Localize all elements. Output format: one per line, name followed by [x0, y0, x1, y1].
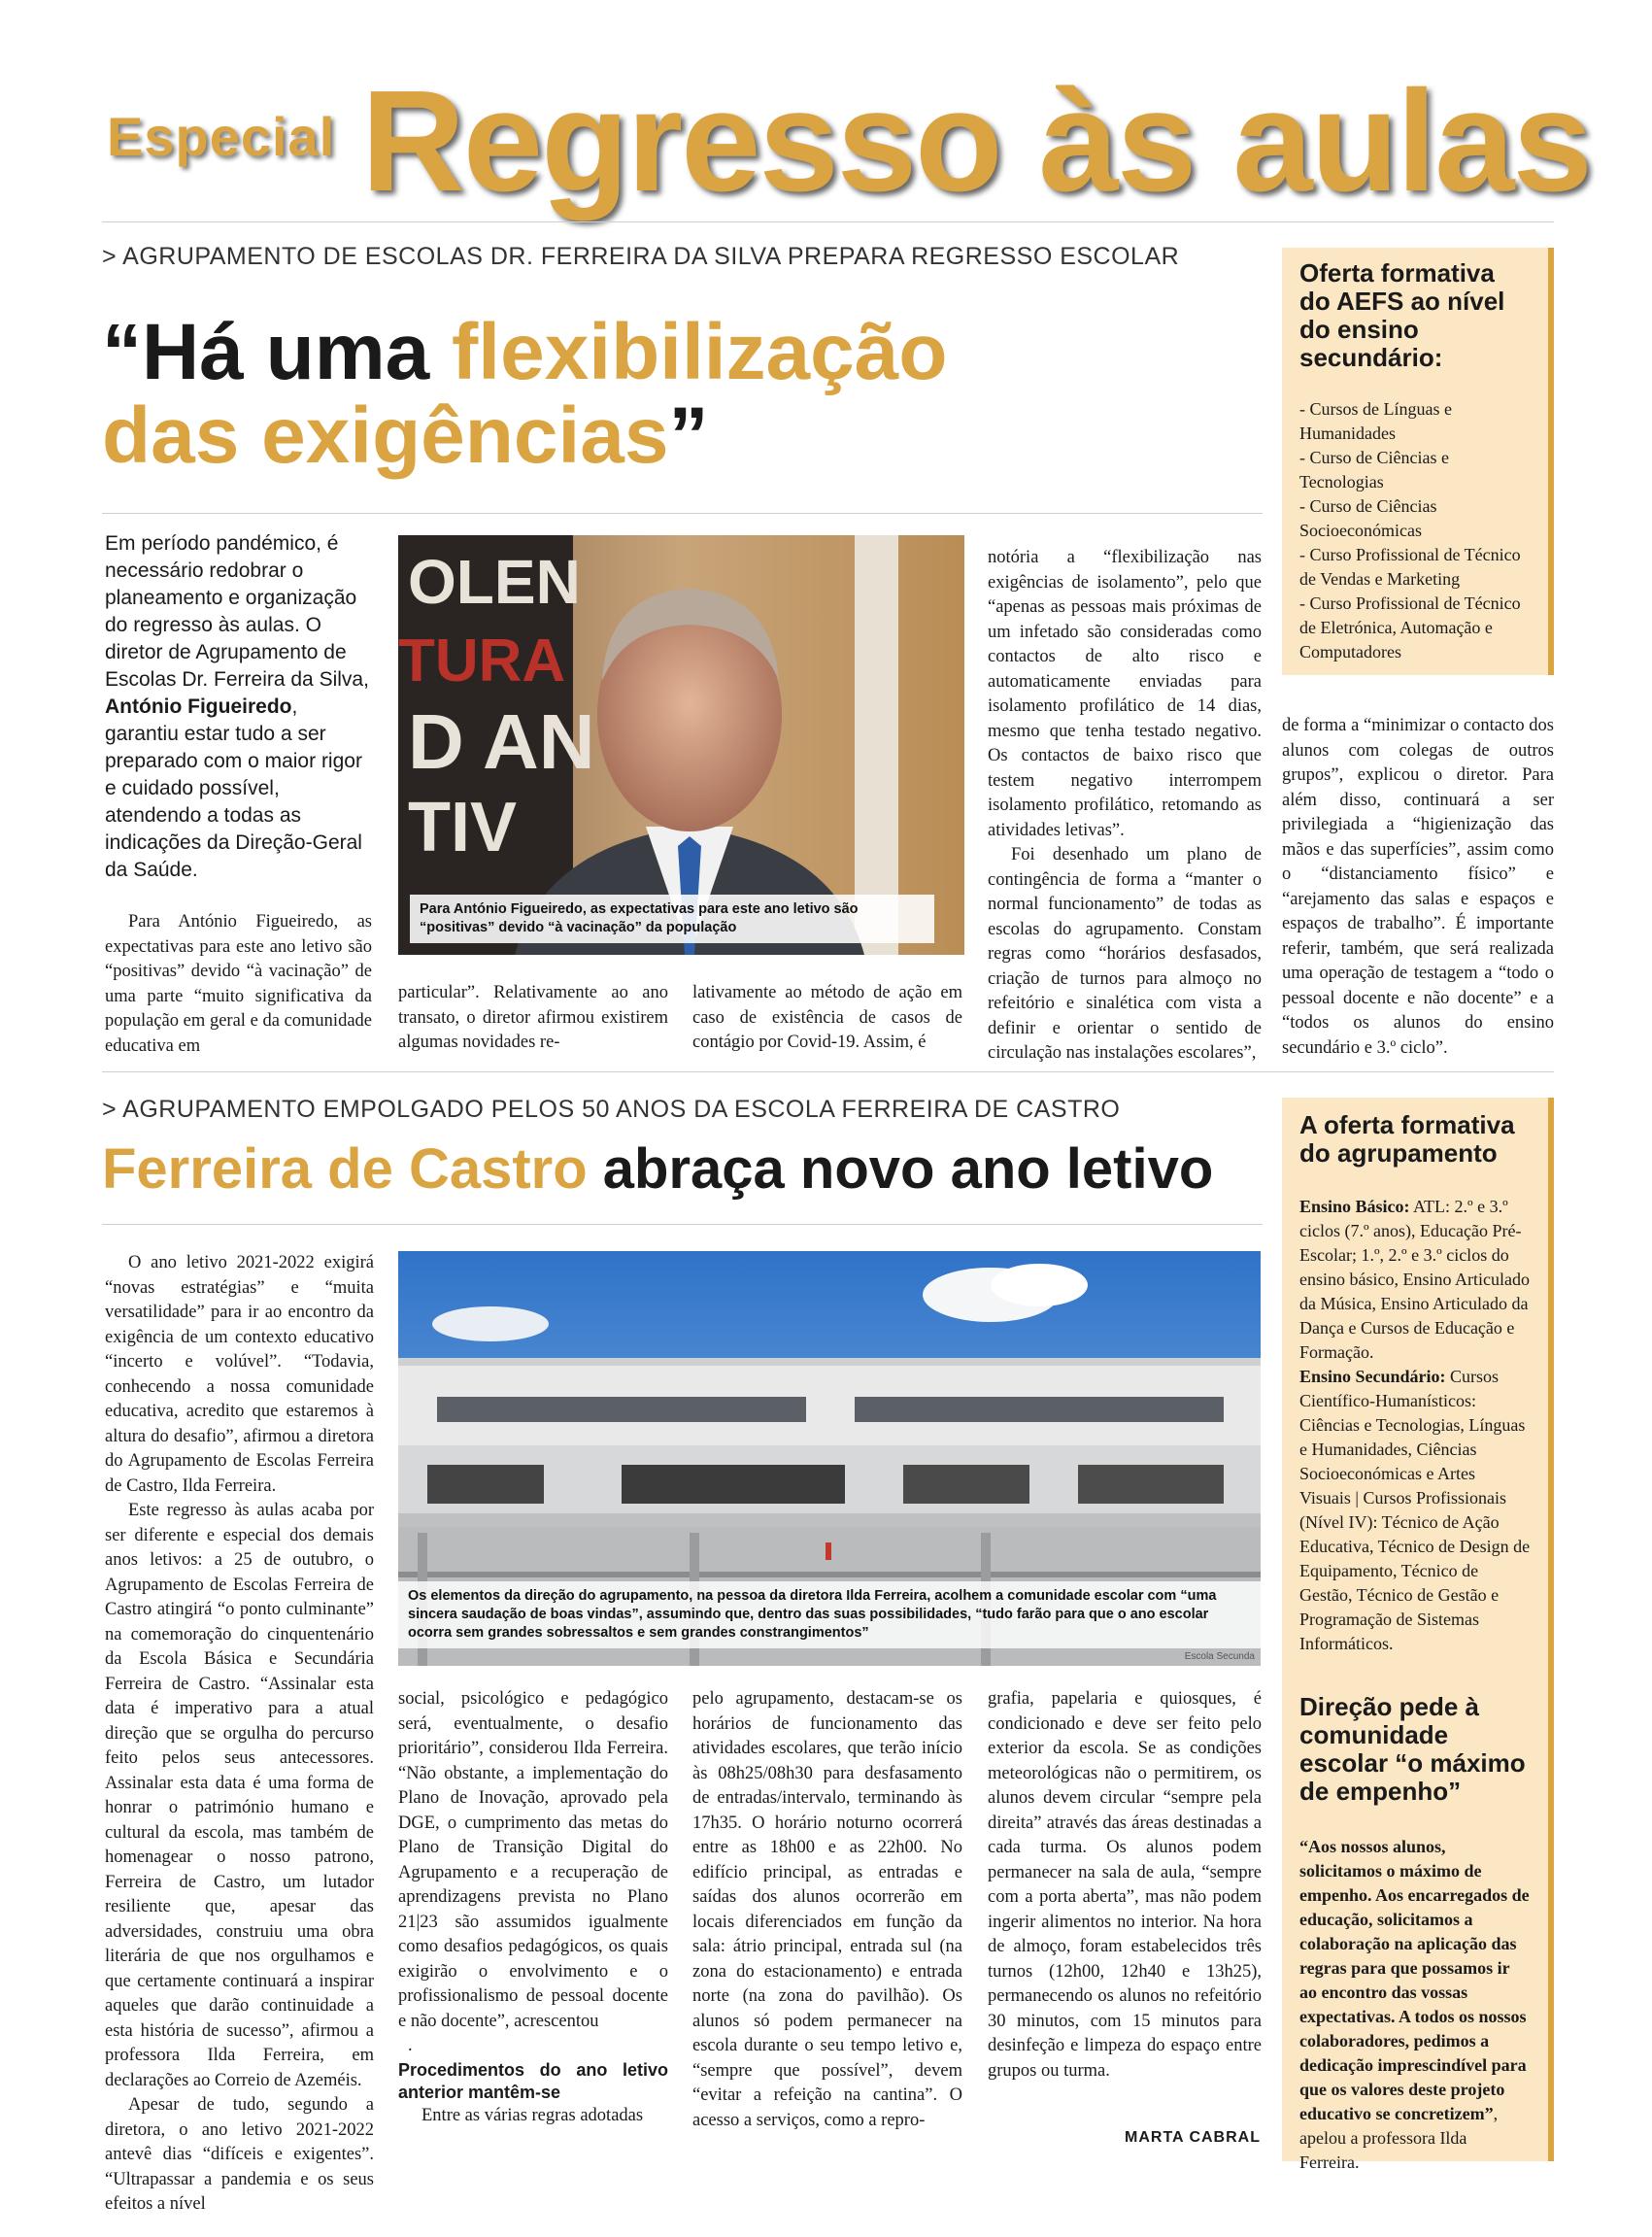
sidebar-title-2: Direção pede à comunidade escolar “o máximo de empenho”: [1299, 1692, 1526, 1806]
sidebar-title: A oferta formativa do agrupamento: [1299, 1110, 1515, 1168]
list-item: - Cursos de Línguas e Humanidades: [1299, 399, 1452, 443]
article2-column-1: [105, 1251, 374, 2218]
article2-column-4: [988, 1687, 1262, 2084]
text-basico: ATL: 2.º e 3.º ciclos (7.º anos), Educação Pré-Escolar; 1.º, 2.º e 3.º ciclos do ensino básico, Ensino Articulado da Música, Ensino Articulado da Dança e Cursos de Educação e Formação.: [1299, 1197, 1530, 1362]
subheading: Procedimentos do ano letivo anterior mantêm-se: [398, 2059, 668, 2102]
list-item: - Curso Profissional de Técnico de Vendas e Marketing: [1299, 545, 1521, 589]
paragraph: pelo agrupamento, destacam-se os horários de funcionamento das atividades escolares, que terão início às 08h25/08h30 para desfasamento de entradas/intervalo, terminando às 17h35. O horário noturno ocorrerá entre as 18h00 e as 22h00. No edifício principal, as entradas e saídas dos alunos ocorrerão em locais diferenciados em função da sala: átrio principal, entrada sul (na zona do estacionamento) e entrada norte (na zona do pavilhão). Os alunos só podem permanecer na escola durante o seu tempo letivo e, “sempre que possível”, devem “evitar a refeição na cantina”. O acesso a serviços, como a repro-: [692, 1689, 962, 2130]
headline-highlight: flexibilização: [452, 308, 948, 396]
article1-column-2: [398, 981, 668, 1056]
headline-quote-open: “Há uma: [102, 308, 452, 396]
article1-column-1: [105, 910, 372, 1059]
article1-kicker: > AGRUPAMENTO DE ESCOLAS DR. FERREIRA DA SILVA PREPARA REGRESSO ESCOLAR: [102, 243, 1180, 270]
quote-text: “Aos nossos alunos, solicitamos o máximo de empenho. Aos encarregados de educação, solicitamos a colaboração na aplicação das regras para que possamos ir ao encontro das vossas expectativas. A todos os nossos colaboradores, pedimos a dedicação imprescindível para que os valores deste projeto educativo se concretizem”: [1299, 1837, 1530, 2123]
author-byline: MARTA CABRAL: [1125, 2129, 1261, 2146]
headline-quote-close: ”: [668, 391, 709, 481]
svg-text:D AN: D AN: [408, 698, 595, 785]
article1-column-4: [988, 546, 1262, 1067]
portrait-image: [398, 535, 964, 955]
header-divider: [102, 221, 1554, 222]
paragraph: O ano letivo 2021-2022 exigirá “novas estratégias” e “muita versatilidade” para ir ao encontro da exigência de um contexto educativo “incerto e volúvel”. “Todavia, conhecendo a nossa comunidade educativa, acredito que estaremos à altura do desafio”, afirmou a diretora do Agrupamento de Escolas Ferreira de Castro, Ilda Ferreira.: [105, 1253, 374, 1496]
section-divider: [102, 1071, 1554, 1072]
sidebar-quote: [1299, 1835, 1531, 2175]
svg-text:TURA: TURA: [398, 627, 566, 695]
label-secundario: Ensino Secundário:: [1299, 1367, 1446, 1386]
school-caption: Os elementos da direção do agrupamento, na pessoa da diretora Ilda Ferreira, acolhem a comunidade escolar com “uma sincera saudação de boas vindas”, assumindo que, dentro das suas possibilidades, “tudo farão para que o ano escolar ocorra sem grandes sobressaltos e sem grandes constrangimentos”: [398, 1581, 1261, 1648]
headline-rest: abraça novo ano letivo: [587, 1137, 1214, 1201]
sidebar-list: [1299, 397, 1531, 664]
stray-dot: .: [408, 2036, 413, 2055]
lead-text: Em período pandémico, é necessário redobrar o planeamento e organização do regresso às aulas. O diretor de Agrupamento de Escolas Dr. Ferreira da Silva,: [105, 532, 369, 691]
article1-headline: [102, 308, 1248, 481]
portrait-caption: Para António Figueiredo, as expectativas para este ano letivo são “positivas” devido “à vacinação” da população: [410, 895, 934, 943]
section-label: Especial: [107, 106, 336, 167]
label-basico: Ensino Básico:: [1299, 1197, 1410, 1216]
sidebar-offer-text: [1299, 1195, 1531, 1656]
list-item: - Curso de Ciências Socioeconómicas: [1299, 496, 1437, 540]
paragraph: grafia, papelaria e quiosques, é condicionado e deve ser feito pelo exterior da escola. Se as condições meteorológicas não o permitirem, os alunos devem circular “sempre pela direita” através das áreas destinadas a cada turma. Os alunos podem permanecer na sala de aula, “sempre com a porta aberta”, mas não podem ingerir alimentos no interior. Na hora de almoço, foram estabelecidos três turnos (12h00, 12h40 e 13h25), permanecendo os alunos no refeitório 30 minutos, com 15 minutos para desinfeção e limpeza do espaço entre grupos ou turma.: [988, 1689, 1262, 2081]
sidebar-title: Oferta formativa do AEFS ao nível do ensino secundário:: [1299, 258, 1505, 372]
paragraph: Apesar de tudo, segundo a diretora, o ano letivo 2021-2022 antevê dias “difíceis e exigentes”. “Ultrapassar a pandemia e os seus efeitos a nível: [105, 2095, 374, 2214]
article1-lead: [105, 530, 372, 884]
paragraph: Entre as várias regras adotadas: [421, 2105, 644, 2125]
sidebar-oferta-aefs: [1282, 248, 1554, 675]
paragraph: particular”. Relativamente ao ano transato, o diretor afirmou existirem algumas novidades re-: [398, 983, 668, 1052]
svg-text:TIV: TIV: [408, 789, 518, 866]
paragraph: social, psicológico e pedagógico será, eventualmente, o desafio prioritário”, considerou Ilda Ferreira. “Não obstante, a implementação do Plano de Inovação, aprovado pela DGE, o cumprimento das metas do Plano de Transição Digital do Agrupamento e a recuperação de aprendizagens prevista no Plano 21|23 são assumidos igualmente como desafios pedagógicos, os quais exigirão o envolvimento e o profissionalismo de pessoal docente e não docente”, acrescentou: [398, 1689, 668, 2031]
article2-headline: [102, 1138, 1213, 1201]
article1-column-3: [692, 981, 962, 1056]
headline-highlight: Ferreira de Castro: [102, 1137, 588, 1201]
svg-text:OLEN: OLEN: [408, 547, 581, 617]
article1-column-5: [1282, 714, 1554, 1061]
article2-divider: [102, 1224, 1263, 1225]
school-photo: [398, 1251, 1261, 1666]
portrait-photo: [398, 535, 964, 955]
article2-kicker: > AGRUPAMENTO EMPOLGADO PELOS 50 ANOS DA ESCOLA FERREIRA DE CASTRO: [102, 1096, 1121, 1123]
article1-divider: [102, 513, 1263, 514]
list-item: - Curso Profissional de Técnico de Eletrónica, Automação e Computadores: [1299, 593, 1521, 661]
headline-line2: das exigências: [102, 391, 669, 481]
photo-credit: Escola Secunda: [1184, 1651, 1255, 1662]
lead-name: António Figueiredo: [105, 695, 292, 718]
lead-text-end: , garantiu estar tudo a ser preparado com o maior rigor e cuidado possível, atendendo a todas as indicações da Direção-Geral da Saúde.: [105, 695, 362, 881]
section-title: Regresso às aulas: [361, 61, 1591, 221]
quote-attribution: , apelou a professora Ilda Ferreira.: [1299, 2104, 1499, 2172]
article2-column-2: [398, 1687, 668, 2128]
paragraph: Foi desenhado um plano de contingência de forma a “manter o normal funcionamento” de todas as escolas do agrupamento. Constam regras como “horários desfasados, criação de turnos para almoço no refeitório e sinalética com vista a definir e orientar o sentido de circulação nas instalações escolares”,: [988, 845, 1262, 1063]
paragraph: lativamente ao método de ação em caso de existência de casos de contágio por Covid-19. Assim, é: [692, 983, 962, 1052]
list-item: - Curso de Ciências e Tecnologias: [1299, 448, 1449, 491]
paragraph: notória a “flexibilização nas exigências de isolamento”, pelo que “apenas as pessoas mais próximas de um infetado são consideradas como contactos de alto risco e automaticamente enviadas para isolamento profilático de 14 dias, mesmo que tenha testado negativo. Os contactos de baixo risco que testem negativo interrompem isolamento profilático, retomando as atividades letivas”.: [988, 548, 1262, 840]
sidebar-oferta-agrupamento: [1282, 1098, 1554, 2172]
paragraph: Este regresso às aulas acaba por ser diferente e especial dos demais anos letivos: a 25 de outubro, o Agrupamento de Escolas Ferreira de Castro atingirá “o ponto culminante” na comemoração do cinquentenário da Escola Básica e Secundária Ferreira de Castro. “Assinalar esta data é imperativo para a atual direção que se orgulha do percurso feito pelos seus antecessores. Assinalar esta data é uma forma de honrar o património humano e cultural da escola, mas também de homenagear o nosso patrono, Ferreira de Castro, um lutador resiliente que, apesar das adversidades, construiu uma obra literária de que nos orgulhamos e que certamente continuará a inspirar aqueles que darão continuidade a esta história de sucesso”, afirmou a professora Ilda Ferreira, em declarações ao Correio de Azeméis.: [105, 1501, 374, 2090]
text-secundario: Cursos Científico-Humanísticos: Ciências e Tecnologias, Línguas e Humanidades, Ciências Socioeconómicas e Artes Visuais | Cursos Profissionais (Nível IV): Técnico de Ação Educativa, Técnico de Design de Equipamento, Técnico de Gestão, Técnico de Gestão e Programação de Sistemas Informáticos.: [1299, 1367, 1531, 1653]
paragraph: de forma a “minimizar o contacto dos alunos com colegas de outros grupos”, explicou o diretor. Para além disso, continuará a ser privilegiada a “higienização das mãos e das superfícies”, assim como o “distanciamento físico” e “arejamento das salas e espaços e espaços de trabalho”. É importante referir, também, que será realizada uma operação de testagem a “todo o pessoal docente e não docente” e a “todos os alunos do ensino secundário e 3.º ciclo”.: [1282, 716, 1554, 1058]
paragraph: Para António Figueiredo, as expectativas para este ano letivo são “positivas” devido “à vacinação” de uma parte “muito significativa da população em geral e da comunidade educativa em: [105, 912, 372, 1056]
article2-column-3: [692, 1687, 962, 2133]
